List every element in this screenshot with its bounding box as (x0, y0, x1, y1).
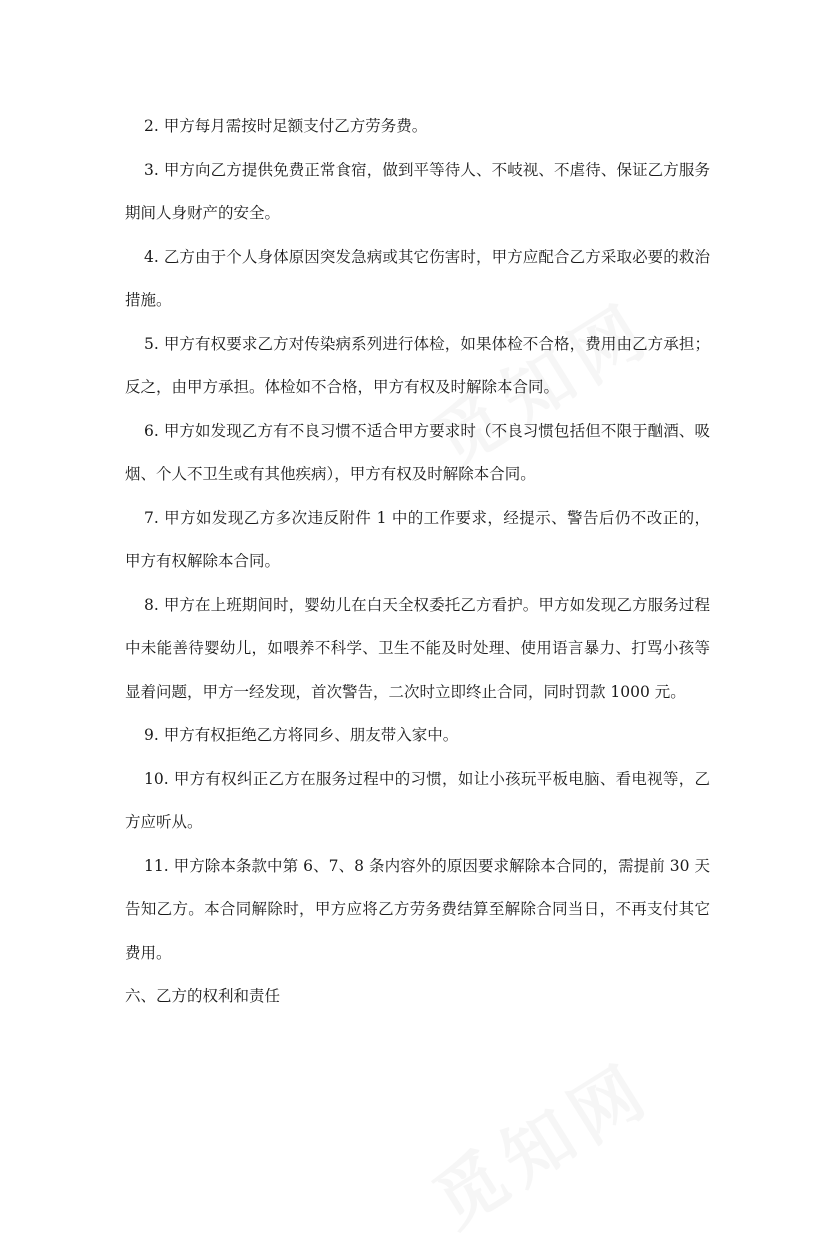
clause-11: 11. 甲方除本条款中第 6、7、8 条内容外的原因要求解除本合同的，需提前 30 天告知乙方。本合同解除时，甲方应将乙方劳务费结算至解除合同当日，不再支付其它费用。 (125, 856, 710, 962)
clause-7: 7. 甲方如发现乙方多次违反附件 1 中的工作要求，经提示、警告后仍不改正的，甲方有权解除本合同。 (125, 508, 710, 570)
clause-3: 3. 甲方向乙方提供免费正常食宿，做到平等待人、不岐视、不虐待、保证乙方服务期间人身财产的安全。 (125, 160, 710, 222)
section-heading: 六、乙方的权利和责任 (125, 987, 281, 1005)
clause-4: 4. 乙方由于个人身体原因突发急病或其它伤害时，甲方应配合乙方采取必要的救治措施。 (125, 247, 710, 309)
clause-6: 6. 甲方如发现乙方有不良习惯不适合甲方要求时（不良习惯包括但不限于酗酒、吸烟、个人不卫生或有其他疾病），甲方有权及时解除本合同。 (125, 421, 710, 483)
clause-9: 9. 甲方有权拒绝乙方将同乡、朋友带入家中。 (144, 726, 459, 744)
document-body (125, 105, 710, 1019)
clause-5: 5. 甲方有权要求乙方对传染病系列进行体检，如果体检不合格，费用由乙方承担；反之，由甲方承担。体检如不合格，甲方有权及时解除本合同。 (125, 334, 710, 396)
clause-8: 8. 甲方在上班期间时，婴幼儿在白天全权委托乙方看护。甲方如发现乙方服务过程中未能善待婴幼儿，如喂养不科学、卫生不能及时处理、使用语言暴力、打骂小孩等显着问题，甲方一经发现，首次警告，二次时立即终止合同，同时罚款 1000 元。 (125, 595, 710, 701)
watermark (411, 1034, 668, 1247)
clause-10: 10. 甲方有权纠正乙方在服务过程中的习惯，如让小孩玩平板电脑、看电视等，乙方应听从。 (125, 769, 710, 831)
clause-2: 2. 甲方每月需按时足额支付乙方劳务费。 (144, 117, 428, 135)
